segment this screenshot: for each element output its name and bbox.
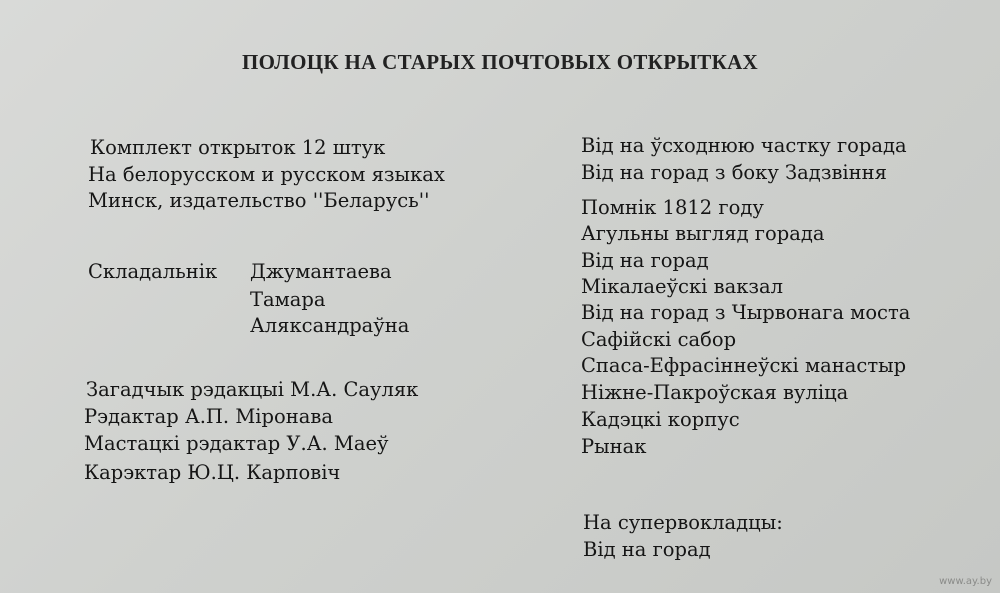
card-title: Від на горад з Чырвонага моста <box>581 301 911 324</box>
compiler-name: Аляксандраўна <box>250 314 410 337</box>
staff-line: Карэктар Ю.Ц. Карповіч <box>84 461 341 484</box>
card-title: Мікалаеўскі вакзал <box>581 275 784 298</box>
card-title: Спаса-Ефрасіннеўскі манастыр <box>581 354 907 377</box>
page-title: ПОЛОЦК НА СТАРЫХ ПОЧТОВЫХ ОТКРЫТКАХ <box>241 50 759 74</box>
card-title: Ніжне-Пакроўская вуліца <box>581 381 849 404</box>
card-title: Від на ўсходнюю частку горада <box>581 134 907 157</box>
card-title: Кадэцкі корпус <box>581 408 740 431</box>
watermark: www.ay.by <box>939 576 992 587</box>
supercover-label: На супервокладцы: <box>583 511 783 534</box>
staff-line: Мастацкі рэдактар У.А. Маеў <box>84 432 389 455</box>
card-title: Рынак <box>581 435 647 458</box>
compiler-name: Джумантаева <box>250 260 392 283</box>
compiler-name: Тамара <box>250 288 326 311</box>
publication-line: Комплект открыток 12 штук <box>90 136 386 159</box>
card-title: Від на горад <box>581 249 709 272</box>
card-title: Агульны выгляд горада <box>581 222 825 245</box>
staff-line: Загадчык рэдакцыі М.А. Сауляк <box>86 378 419 401</box>
card-title: Сафійскі сабор <box>581 328 737 351</box>
card-title: Помнік 1812 году <box>581 196 764 219</box>
compiler-label: Складальнік <box>88 260 218 283</box>
publication-line: На белорусском и русском языках <box>88 163 445 186</box>
supercover-item: Від на горад <box>583 538 711 561</box>
card-title: Від на горад з боку Задзвіння <box>581 161 887 184</box>
publication-line: Минск, издательство ''Беларусь'' <box>88 189 430 212</box>
staff-line: Рэдактар А.П. Міронава <box>84 405 333 428</box>
